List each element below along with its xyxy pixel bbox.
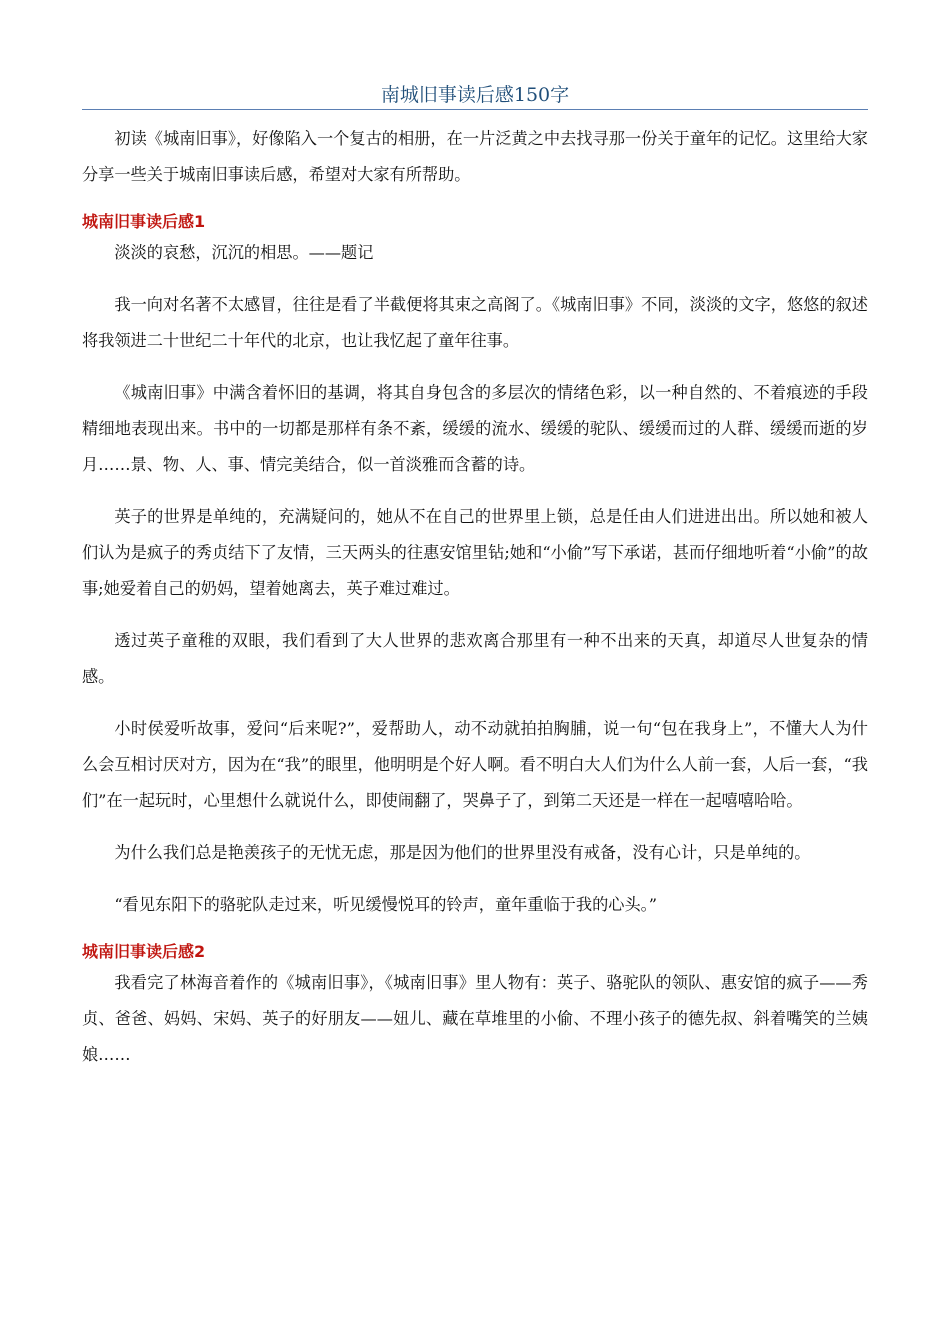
section-heading: 城南旧事读后感2 bbox=[82, 942, 206, 961]
body-paragraph: 我看完了林海音着作的《城南旧事》，《城南旧事》里人物有：英子、骆驼队的领队、惠安馆的疯子——秀贞、爸爸、妈妈、宋妈、英子的好朋友——妞儿、藏在草堆里的小偷、不理小孩子的德先叔、斜着嘴笑的兰姨娘…… bbox=[82, 973, 868, 1064]
body-paragraph: 我一向对名著不太感冒，往往是看了半截便将其束之高阁了。《城南旧事》不同，淡淡的文字，悠悠的叙述将我领进二十世纪二十年代的北京，也让我忆起了童年往事。 bbox=[82, 295, 868, 350]
document-body bbox=[82, 121, 868, 1089]
intro-paragraph: 初读《城南旧事》，好像陷入一个复古的相册，在一片泛黄之中去找寻那一份关于童年的记忆。这里给大家分享一些关于城南旧事读后感，希望对大家有所帮助。 bbox=[82, 129, 868, 184]
body-paragraph: 英子的世界是单纯的，充满疑问的，她从不在自己的世界里上锁，总是任由人们进进出出。所以她和被人们认为是疯子的秀贞结下了友情，三天两头的往惠安馆里钻;她和“小偷”写下承诺，甚而仔细地听着“小偷”的故事;她爱着自己的奶妈，望着她离去，英子难过难过。 bbox=[82, 507, 868, 598]
title-divider bbox=[82, 109, 868, 110]
epigraph-paragraph: 淡淡的哀愁，沉沉的相思。——题记 bbox=[114, 243, 374, 262]
body-paragraph: 为什么我们总是艳羡孩子的无忧无虑，那是因为他们的世界里没有戒备，没有心计，只是单纯的。 bbox=[114, 843, 811, 862]
body-paragraph: 小时侯爱听故事，爱问“后来呢?”，爱帮助人，动不动就拍拍胸脯，说一句“包在我身上”，不懂大人为什么会互相讨厌对方，因为在“我”的眼里，他明明是个好人啊。看不明白大人们为什么人前一套，人后一套，“我们”在一起玩时，心里想什么就说什么，即使闹翻了，哭鼻子了，到第二天还是一样在一起嘻嘻哈哈。 bbox=[82, 719, 868, 810]
document-title: 南城旧事读后感150字 bbox=[380, 84, 570, 106]
body-paragraph: 《城南旧事》中满含着怀旧的基调，将其自身包含的多层次的情绪色彩，以一种自然的、不着痕迹的手段精细地表现出来。书中的一切都是那样有条不紊，缓缓的流水、缓缓的驼队、缓缓而过的人群、缓缓而逝的岁月……景、物、人、事、情完美结合，似一首淡雅而含蓄的诗。 bbox=[82, 383, 868, 474]
section-heading: 城南旧事读后感1 bbox=[82, 212, 206, 231]
quote-paragraph: “看见东阳下的骆驼队走过来，听见缓慢悦耳的铃声，童年重临于我的心头。” bbox=[114, 895, 658, 914]
body-paragraph: 透过英子童稚的双眼，我们看到了大人世界的悲欢离合那里有一种不出来的天真，却道尽人世复杂的情感。 bbox=[82, 631, 868, 686]
